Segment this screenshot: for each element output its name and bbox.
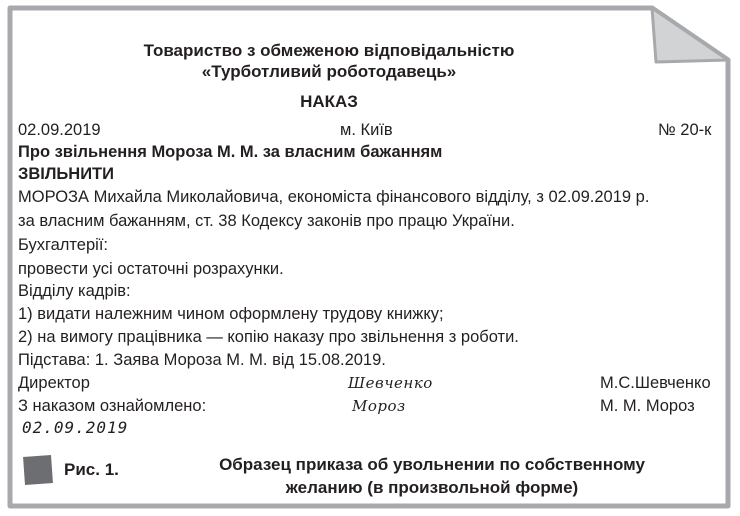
order-action: ЗВІЛЬНИТИ bbox=[18, 165, 114, 183]
order-subject: Про звільнення Мороза М. М. за власним бажанням bbox=[18, 143, 443, 161]
director-name: М.С.Шевченко bbox=[600, 374, 711, 392]
acquainted-label: З наказом ознайомлено: bbox=[18, 397, 207, 415]
employee-name: М. М. Мороз bbox=[600, 397, 695, 415]
figure-marker-icon bbox=[23, 455, 53, 485]
order-date: 02.09.2019 bbox=[18, 121, 101, 139]
order-basis: Підстава: 1. Заява Мороза М. М. від 15.08.2019. bbox=[18, 351, 386, 369]
hr-task-2: 2) на вимогу працівника — копію наказу про звільнення з роботи. bbox=[18, 328, 519, 346]
order-body-line-1: МОРОЗА Михайла Миколайовича, економіста фінансового відділу, з 02.09.2019 р. bbox=[18, 188, 650, 206]
accounting-label: Бухгалтерії: bbox=[18, 236, 108, 254]
caption-line-2: желанию (в произвольной форме) bbox=[285, 478, 579, 497]
hr-task-1: 1) видати належним чином оформлену трудову книжку; bbox=[18, 305, 444, 323]
org-line-1: Товариство з обмеженою відповідальністю bbox=[143, 41, 515, 60]
document-card bbox=[6, 4, 732, 510]
document-title: НАКАЗ bbox=[300, 92, 358, 111]
director-signature: Шевченко bbox=[348, 374, 433, 392]
figure-label: Рис. 1. bbox=[64, 460, 119, 479]
handwritten-date: 02.09.2019 bbox=[22, 418, 129, 437]
order-number: № 20-к bbox=[658, 121, 712, 139]
org-line-2: «Турботливий роботодавець» bbox=[201, 62, 457, 81]
page-fold-corner bbox=[652, 8, 728, 62]
director-label: Директор bbox=[18, 374, 90, 392]
accounting-task: провести усі остаточні розрахунки. bbox=[18, 260, 284, 278]
order-body-line-2: за власним бажанням, ст. 38 Кодексу законів про працю України. bbox=[18, 212, 515, 230]
order-city: м. Київ bbox=[340, 121, 393, 139]
figure-caption bbox=[156, 453, 708, 499]
hr-label: Відділу кадрів: bbox=[18, 282, 131, 300]
organization-name bbox=[18, 40, 640, 82]
caption-line-1: Образец приказа об увольнении по собственному bbox=[219, 455, 645, 474]
employee-signature: Мороз bbox=[352, 397, 406, 415]
